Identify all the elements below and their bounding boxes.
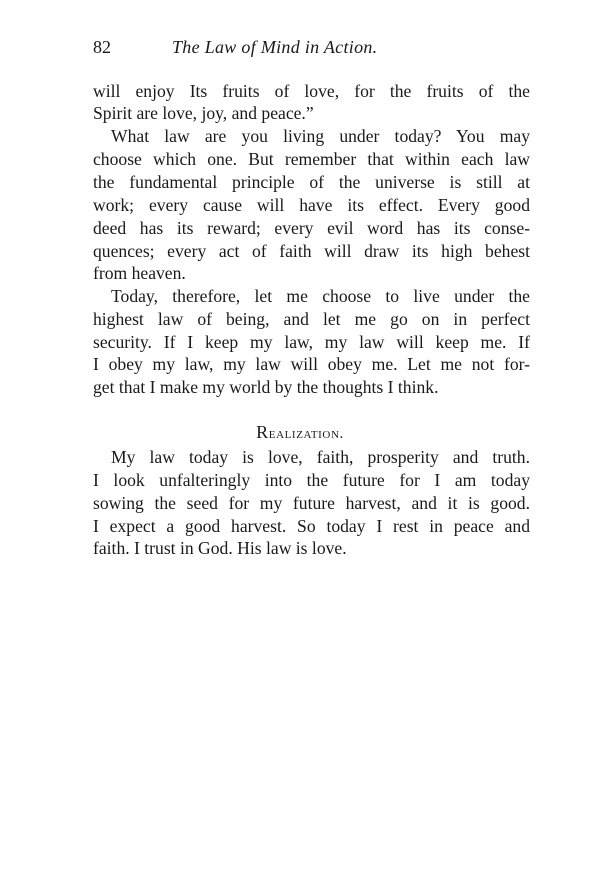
text-line: will enjoy Its fruits of love, for the fruits of the bbox=[93, 81, 530, 101]
text-line: I look unfalteringly into the future for I am today bbox=[93, 470, 530, 490]
text-line: What law are you living under today? You may bbox=[111, 126, 530, 146]
text-line: My law today is love, faith, prosperity and truth. bbox=[111, 447, 530, 467]
page-number: 82 bbox=[93, 37, 111, 57]
text-line: the fundamental principle of the universe is still at bbox=[93, 172, 530, 192]
text-line: choose which one. But remember that within each law bbox=[93, 149, 530, 169]
text-line: security. If I keep my law, my law will keep me. If bbox=[93, 332, 530, 352]
text-line: I expect a good harvest. So today I rest in peace and bbox=[93, 516, 530, 536]
text-line: work; every cause will have its effect. Every good bbox=[93, 195, 530, 215]
text-line: from heaven. bbox=[93, 263, 186, 283]
text-line: highest law of being, and let me go on in perfect bbox=[93, 309, 530, 329]
text-line: faith. I trust in God. His law is love. bbox=[93, 538, 347, 558]
section-heading: Realization. bbox=[256, 422, 344, 442]
text-line: I obey my law, my law will obey me. Let me not for- bbox=[93, 354, 530, 374]
text-line: get that I make my world by the thoughts I think. bbox=[93, 377, 439, 397]
running-title: The Law of Mind in Action. bbox=[172, 37, 378, 57]
text-line: deed has its reward; every evil word has its conse- bbox=[93, 218, 530, 238]
text-line: sowing the seed for my future harvest, and it is good. bbox=[93, 493, 530, 513]
text-line: quences; every act of faith will draw its high behest bbox=[93, 241, 530, 261]
text-line: Today, therefore, let me choose to live under the bbox=[111, 286, 530, 306]
text-line: Spirit are love, joy, and peace.” bbox=[93, 103, 314, 123]
